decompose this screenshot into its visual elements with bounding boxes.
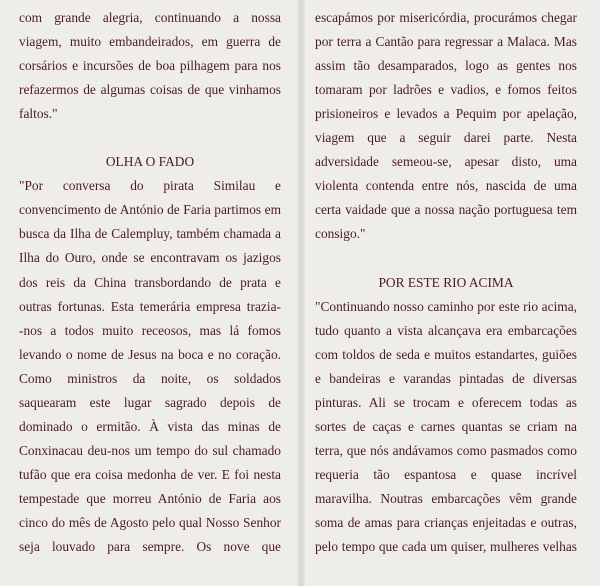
text-line: levando o nome de Jesus na boca e no coração. <box>19 346 281 362</box>
left-column <box>19 6 281 559</box>
text-line: maravilha. Noutras embarcações vêm grande <box>315 490 577 506</box>
text-line: pinturas. Ali se trocam e oferecem todas as <box>315 394 577 410</box>
text-line: tufão que era coisa medonha de ver. E foi nesta <box>19 466 281 482</box>
text-line: tempestade que morreu António de Faria aos <box>19 490 281 506</box>
text-line: viagem que a seguir darei parte. Nesta <box>315 130 577 146</box>
text-line: por terra a Cantão para regressar a Malaca. Mas <box>315 34 577 50</box>
text-line: sortes de caças e carnes quantas se criam na <box>315 418 577 434</box>
text-line: faltos." <box>19 106 58 122</box>
text-line: requeria tão espantosa e quase incrível <box>315 466 577 482</box>
text-line: consigo." <box>315 226 366 242</box>
text-line: seja louvado para sempre. Os nove que <box>19 539 281 555</box>
text-line: refazermos de algumas coisas de que vinhamos <box>19 82 281 98</box>
text-line: dominado o ermitão. À vista das minas de <box>19 418 281 434</box>
text-line: com grande alegria, continuando a nossa <box>19 10 281 25</box>
text-line: convencimento de António de Faria partimos em <box>19 202 281 218</box>
text-line: tudo quanto a vista alcançava era embarcações <box>315 322 577 338</box>
text-line: Conxinacau deu-nos um tempo do sul chamado <box>19 442 281 458</box>
text-line: busca da Ilha de Calempluy, também chamada a <box>19 226 281 242</box>
text-line: escapámos por misericórdia, procurámos chegar <box>315 10 577 25</box>
text-line: adversidade semeou-se, apesar disto, uma <box>315 154 577 170</box>
text-line: cinco do mês de Agosto pelo qual Nosso Senhor <box>19 514 281 530</box>
text-line: outras fortunas. Esta temerária empresa trazia- <box>19 298 281 314</box>
text-line: pelo tempo que cada um quiser, mulheres velhas <box>315 539 577 555</box>
text-line: "Por conversa do pirata Similau e <box>19 178 281 194</box>
text-line: dos reis da China transbordando de prata e <box>19 274 281 290</box>
section-heading-olha-o-fado: OLHA O FADO <box>105 154 195 170</box>
text-line: saquearam este lugar sagrado depois de <box>19 394 281 410</box>
section-heading-por-este-rio-acima: POR ESTE RIO ACIMA <box>378 274 514 290</box>
right-column <box>315 6 577 559</box>
text-line: e bandeiras e varandas pintadas de diversas <box>315 370 577 386</box>
text-line: assim tão desamparados, logo as gentes nos <box>315 58 577 74</box>
text-line: tomaram por ladrões e vadios, e fomos feitos <box>315 82 577 98</box>
text-line: certa vaidade que a nossa nação portuguesa tem <box>315 202 577 218</box>
text-line: Ilha do Ouro, onde se encontravam os jazigos <box>19 250 281 266</box>
text-line: Como ministros da noite, os soldados <box>19 370 281 386</box>
text-line: -nos a todos muito receosos, mas lá fomos <box>19 322 281 338</box>
text-line: violenta contenda entre nós, nascida de uma <box>315 178 577 194</box>
text-line: corsários e incursões de boa pilhagem para nos <box>19 58 281 74</box>
page-fold <box>297 0 305 586</box>
text-line: com toldos de seda e muitos estandartes, guiões <box>315 346 577 362</box>
text-line: "Continuando nosso caminho por este rio acima, <box>315 298 577 314</box>
text-line: viagem, muito embandeirados, em guerra de <box>19 34 281 50</box>
text-line: terra, que nós andávamos como pasmados como <box>315 442 577 458</box>
text-line: prisioneiros e levados a Pequim por apelação, <box>315 106 577 122</box>
text-line: soma de amas para crianças enjeitadas e outras, <box>315 514 577 530</box>
